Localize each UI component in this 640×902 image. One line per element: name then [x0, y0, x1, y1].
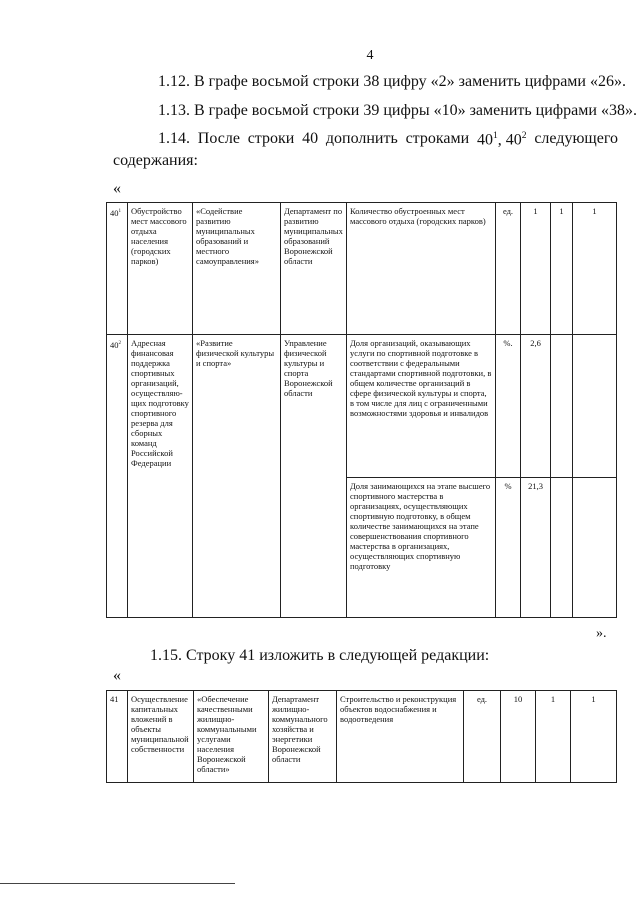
word: 40: [302, 130, 319, 147]
indicator-cell: Доля организаций, оказывающих услуги по спортивной подготовке в соответствии с федеральными стандартами спортивной подготовки, в общем количестве организаций в сфере физической культуры и спорта, в том числе для лиц с ограниченными возможностями здоровья и инвалидов: [347, 335, 496, 478]
value-cell: 10: [501, 691, 536, 783]
word: После: [197, 130, 240, 147]
unit-cell: ед.: [464, 691, 501, 783]
indicator-cell: Строительство и реконструкция объектов водоснабжения и водоотведения: [337, 691, 464, 783]
paragraph-1-14: [158, 130, 618, 149]
unit-cell: %: [496, 478, 521, 618]
paragraph-1-12: 1.12. В графе восьмой строки 38 цифру «2» заменить цифрами «26».: [158, 73, 626, 90]
row-number: $40^2$: [107, 335, 128, 618]
word-with-sup: [477, 130, 527, 149]
indicator-cell: Доля занимающихся на этапе высшего спортивного мастерства в организациях, осуществляющих спортивную подготовку, в общем количестве занимающихся на этапе совершенствования спортивного мастерства в организациях, осуществляющих спортивную подготовку: [347, 478, 496, 618]
value-cell: 1: [536, 691, 571, 783]
word: строками: [405, 130, 470, 147]
program-cell: «Обеспечение качественными жилищно-коммунальными услугами населения Воронежской области»: [194, 691, 269, 783]
activity-cell: Обустройство мест массового отдыха населения (городских парков): [128, 203, 193, 335]
row-ref: 40: [505, 131, 522, 149]
superscript: 2: [521, 130, 527, 141]
value-cell: 21,3: [521, 478, 551, 618]
quote-open-2: «: [113, 667, 121, 684]
row-ref: 40: [476, 131, 493, 149]
table-row-41: [106, 690, 617, 783]
executor-cell: Управление физической культуры и спорта Воронежской области: [281, 335, 347, 618]
program-cell: «Развитие физической культуры и спорта»: [193, 335, 281, 618]
empty-cell: [551, 335, 573, 478]
value-cell: 1: [551, 203, 573, 335]
executor-cell: Департамент по развитию муниципальных образований Воронежской области: [281, 203, 347, 335]
unit-cell: %.: [496, 335, 521, 478]
paragraph-1-14-continuation: содержания:: [113, 152, 198, 169]
table-row: [107, 203, 617, 335]
page-number: 4: [366, 48, 374, 63]
quote-open: «: [113, 180, 121, 197]
table-row: [107, 335, 617, 478]
activity-cell: Осуществление капитальных вложений в объекты муниципальной собственности: [128, 691, 194, 783]
empty-cell: [551, 478, 573, 618]
paragraph-1-15: 1.15. Строку 41 изложить в следующей редакции:: [150, 647, 490, 664]
table-rows-40: [106, 202, 617, 618]
program-cell: «Содействие развитию муниципальных образований и местного самоуправления»: [193, 203, 281, 335]
activity-cell: Адресная финансовая поддержка спортивных организаций, осуществляю-щих подготовку спортивного резерва для сборных команд Российской Федерации: [128, 335, 193, 618]
empty-cell: [573, 478, 617, 618]
word: строки: [247, 130, 295, 147]
paragraph-1-13: 1.13. В графе восьмой строки 39 цифры «10» заменить цифрами «38».: [158, 102, 637, 119]
footnote-divider: [0, 883, 235, 884]
value-cell: 1: [521, 203, 551, 335]
indicator-cell: Количество обустроенных мест массового отдыха (городских парков): [347, 203, 496, 335]
value-cell: 1: [573, 203, 617, 335]
comma: ,: [497, 131, 502, 149]
word: следующего: [534, 130, 618, 147]
unit-cell: ед.: [496, 203, 521, 335]
word: дополнить: [325, 130, 398, 147]
word: 1.14.: [158, 130, 190, 147]
value-cell: 2,6: [521, 335, 551, 478]
row-number: $40^1$: [107, 203, 128, 335]
row-number: 41: [107, 691, 128, 783]
table-row: [107, 691, 617, 783]
empty-cell: [573, 335, 617, 478]
quote-close: ».: [596, 626, 607, 641]
value-cell: 1: [571, 691, 617, 783]
superscript: 1: [492, 130, 498, 141]
executor-cell: Департамент жилищно-коммунального хозяйства и энергетики Воронежской области: [269, 691, 337, 783]
